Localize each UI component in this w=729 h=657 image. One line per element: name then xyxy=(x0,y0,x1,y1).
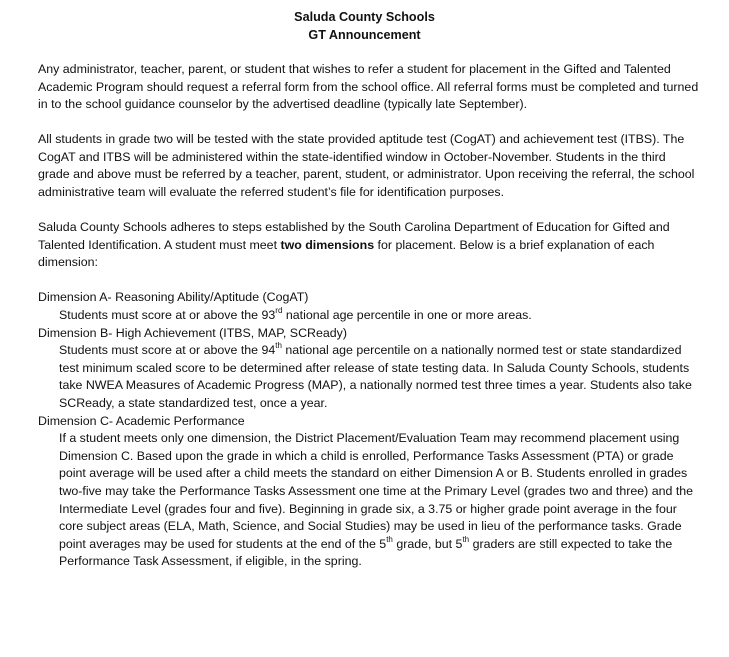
ordinal-suffix: th xyxy=(462,534,470,544)
ordinal-suffix: th xyxy=(386,534,393,544)
dimension-c-text: If a student meets only one dimension, the District Placement/Evaluation Team may recommend placement using Dimension C. Based upon the grade in which a child is enrolled, Performance Tasks Assessment (PTA) or grade point average will be used after a child meets the standard on either Dimension A or B. Students enrolled in grades two-five may take the Performance Tasks Assessment one time at the Primary Level (grades two and three) and the Intermediate Level (grades four and five). Beginning in grade six, a 3.75 or higher grade point average in the four core subject areas (ELA, Math, Science, and Social Studies) may be used in lieu of the performance tasks. Grade point averages may be used for students at the end of the 5 xyxy=(59,431,694,551)
announcement-title: GT Announcement xyxy=(308,28,421,42)
dimension-b-section xyxy=(38,325,699,413)
dimension-b-body xyxy=(59,342,699,412)
testing-paragraph: All students in grade two will be tested with the state provided aptitude test (CogAT) and achievement test (ITBS). The CogAT and ITBS will be administered within the state-identified window in October-November. Students in the third grade and above must be referred by a teacher, parent, student, or administrator. Upon receiving the referral, the school administrative team will evaluate the referred student’s file for identification purposes. xyxy=(38,132,695,200)
dimension-a-text-end: national age percentile in one or more areas. xyxy=(282,308,532,323)
dimension-a-title: Dimension A- Reasoning Ability/Aptitude (CogAT) xyxy=(38,290,309,305)
org-name: Saluda County Schools xyxy=(294,10,435,24)
dimension-a-body xyxy=(59,307,699,325)
dimension-c-section xyxy=(38,413,699,571)
dimension-c-body xyxy=(59,430,699,571)
dimension-b-title: Dimension B- High Achievement (ITBS, MAP, SCReady) xyxy=(38,325,347,340)
identification-text-end: for placement. Below is a brief explanation of each dimension: xyxy=(38,237,655,270)
document-header xyxy=(30,8,699,44)
two-dimensions-emphasis: two dimensions xyxy=(280,237,375,252)
identification-text-start: Saluda County Schools adheres to steps established by the South Carolina Department of Education for Gifted and Talented Identification. A student must meet xyxy=(38,220,670,252)
dimension-b-text-end: national age percentile on a nationally normed test or state standardized test minimum scaled score to be determined after release of state testing data. In Saluda County Schools, students take NWEA Measures of Academic Progress (MAP), a nationally normed test three times a year. Students also take SCReady, a state standardized test, once a year. xyxy=(59,343,692,410)
identification-paragraph xyxy=(38,219,699,272)
dimension-c-title: Dimension C- Academic Performance xyxy=(38,413,245,428)
ordinal-suffix: rd xyxy=(275,305,283,315)
dimension-a-section xyxy=(38,289,699,324)
referral-paragraph: Any administrator, teacher, parent, or student that wishes to refer a student for placement in the Gifted and Talented Academic Program should request a referral form from the school office. All referral forms must be completed and turned in to the school guidance counselor by the advertised deadline (typically late September). xyxy=(38,62,699,112)
ordinal-suffix: th xyxy=(275,341,282,351)
dimension-b-text: Students must score at or above the 94 xyxy=(59,343,276,358)
dimension-c-text-mid: grade, but 5 xyxy=(392,536,463,551)
dimension-c-text-end: graders are still expected to take the Performance Task Assessment, if eligible, in the spring. xyxy=(59,536,673,569)
dimension-a-text: Students must score at or above the 93 xyxy=(59,308,276,323)
